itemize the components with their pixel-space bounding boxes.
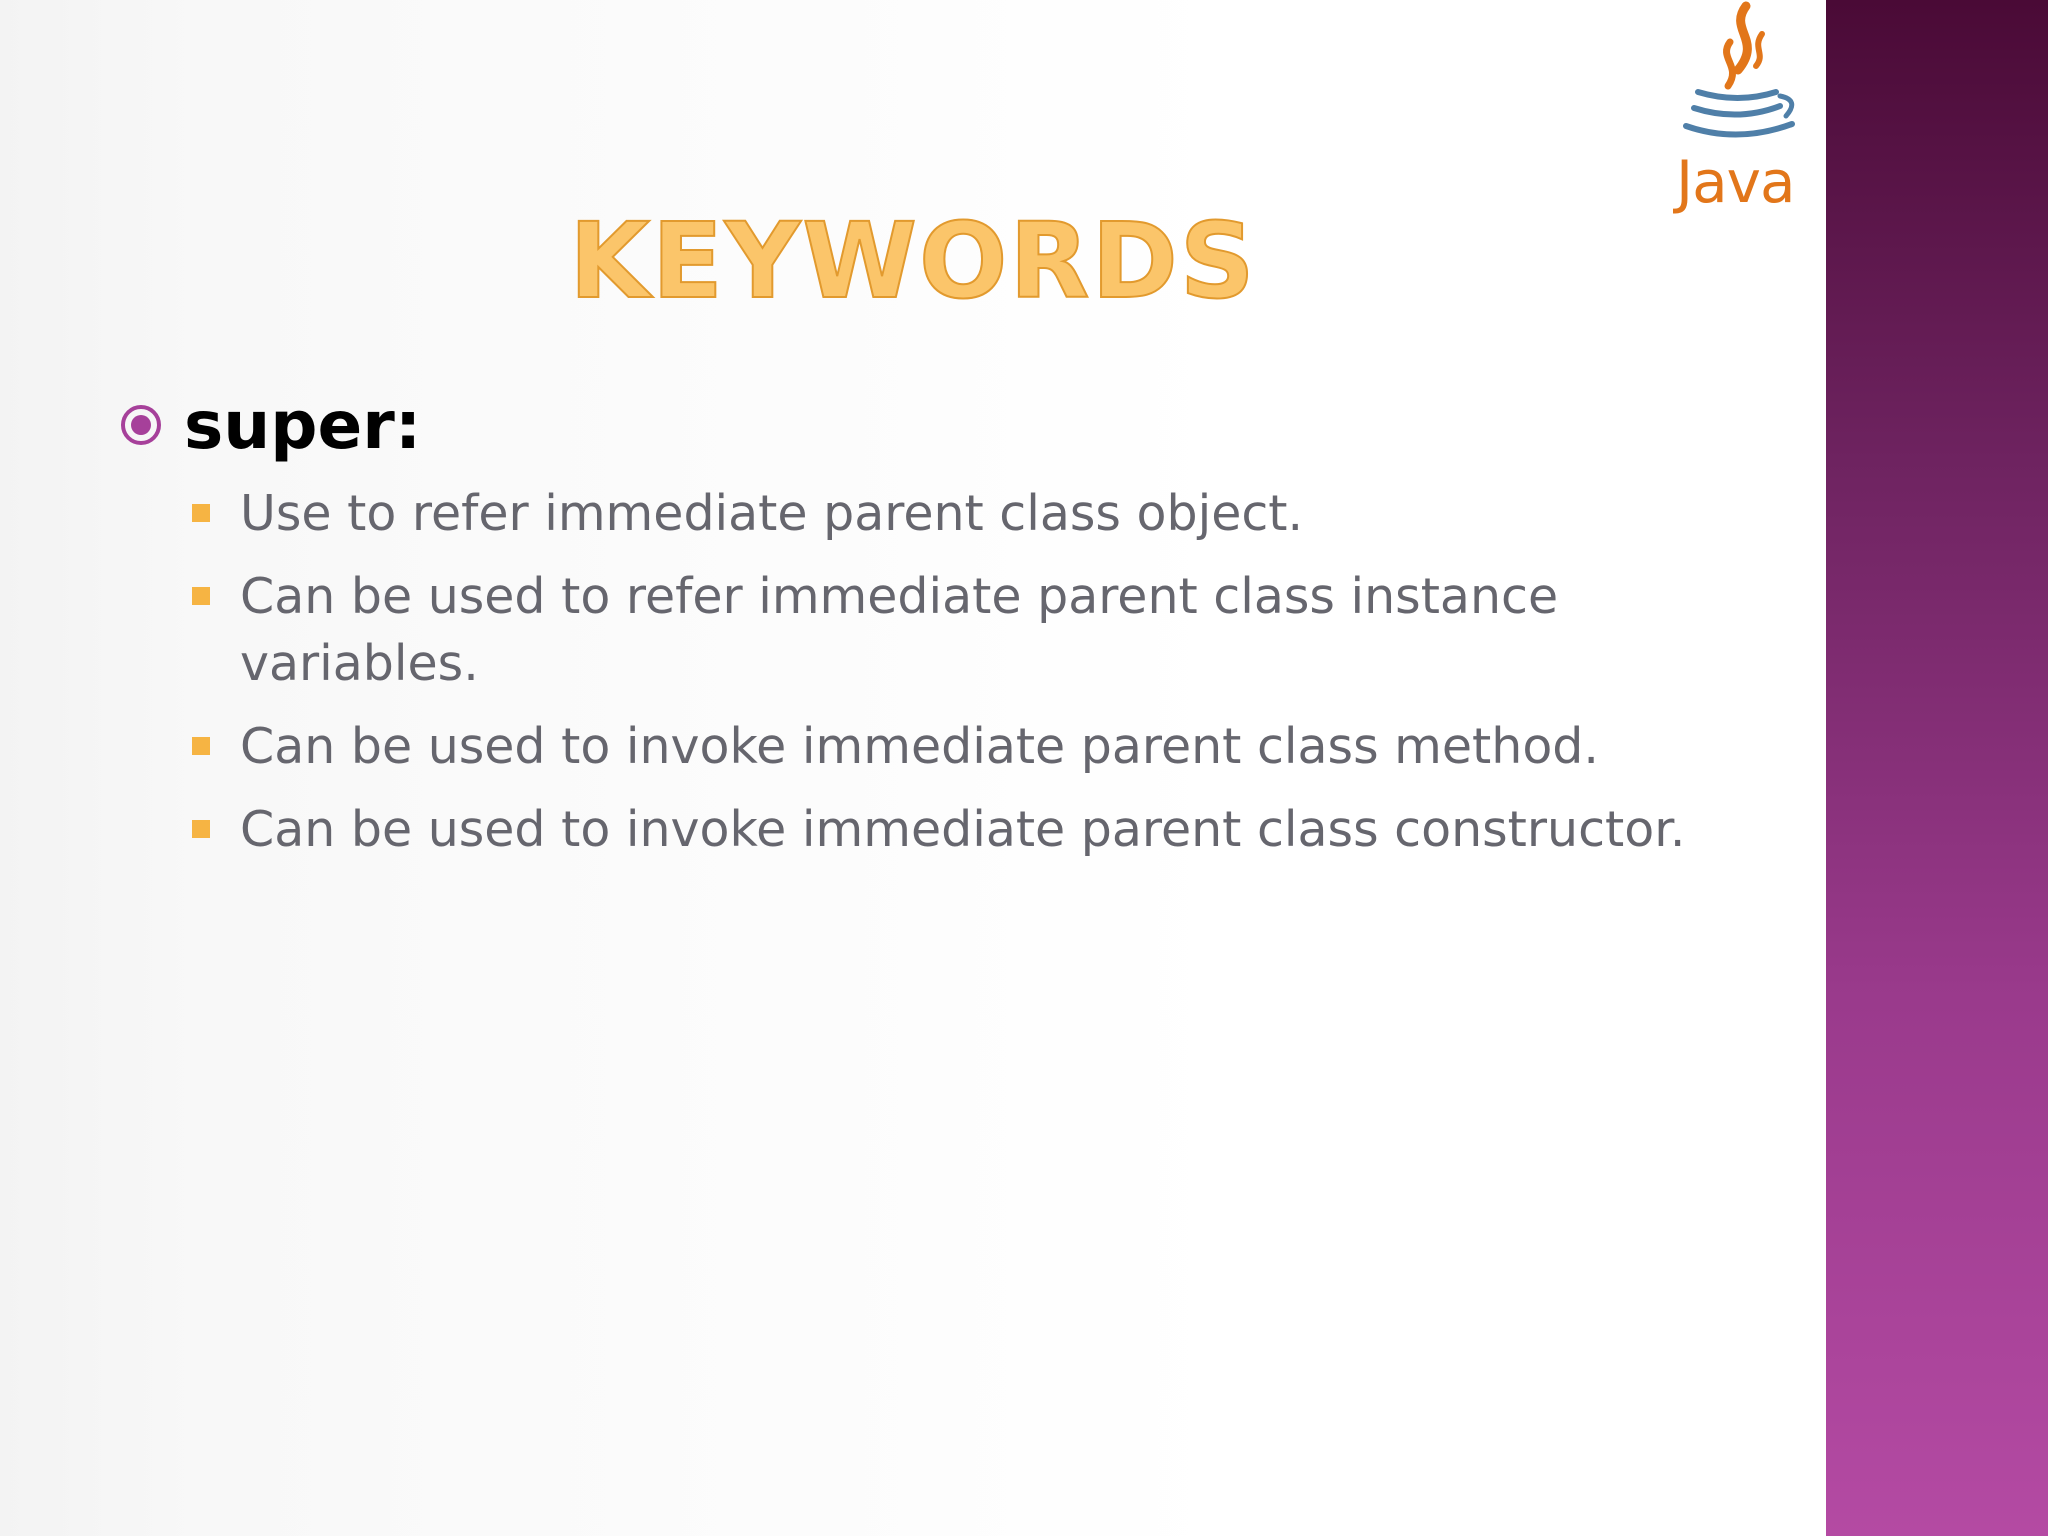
side-decor-band	[1826, 0, 2048, 1536]
bullet-text: Can be used to invoke immediate parent class method.	[240, 718, 1599, 775]
java-coffee-cup-icon	[1668, 0, 1808, 150]
slide-title: KEYWORDS	[569, 200, 1257, 322]
bullet-item	[192, 563, 1800, 697]
target-circle-bullet-icon	[120, 404, 162, 446]
java-logo-text: Java	[1676, 148, 1795, 216]
bullet-text: Can be used to refer immediate parent class instance variables.	[240, 568, 1559, 692]
heading-row	[120, 380, 1720, 470]
bullet-text: Use to refer immediate parent class object.	[240, 485, 1304, 542]
bullet-list	[120, 480, 1720, 863]
bullet-text: Can be used to invoke immediate parent class constructor.	[240, 801, 1686, 858]
square-bullet-icon	[192, 737, 210, 755]
bullet-item	[192, 713, 1800, 780]
java-logo	[1660, 0, 1820, 230]
square-bullet-icon	[192, 504, 210, 522]
square-bullet-icon	[192, 820, 210, 838]
square-bullet-icon	[192, 587, 210, 605]
slide-content	[120, 380, 1720, 879]
bullet-item	[192, 480, 1800, 547]
bullet-item	[192, 796, 1800, 863]
heading-text: super:	[184, 386, 422, 464]
